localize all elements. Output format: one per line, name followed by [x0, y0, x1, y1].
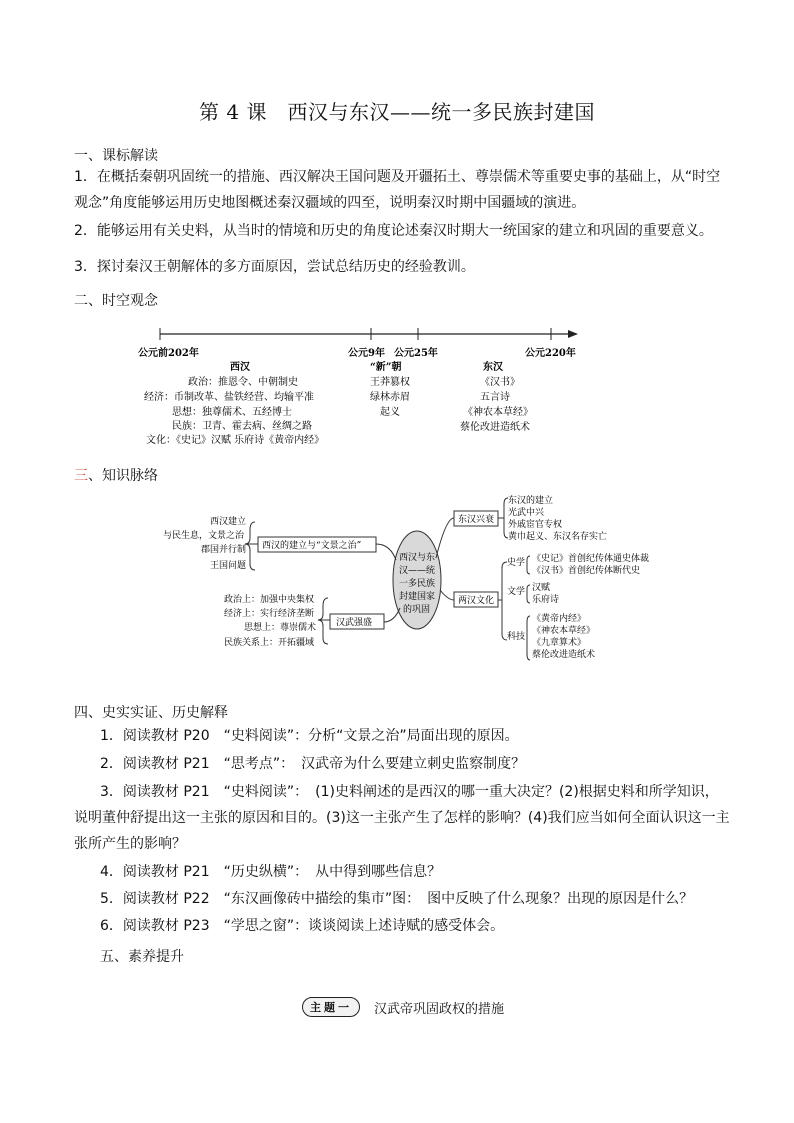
xihan-line-4: 民族：卫青、霍去病、丝绸之路 — [172, 421, 312, 432]
lb-item-2: 经济上：实行经济垄断 — [224, 609, 315, 619]
rb-group-label-1: 史学 — [507, 558, 526, 568]
s1-paragraph-1b: 观念”角度能够运用历史地图概述秦汉疆域的四至，说明秦汉时期中国疆域的演进。 — [74, 195, 586, 211]
box-xihan-jianli-label: 西汉的建立与“文景之治” — [262, 541, 362, 551]
center-line-2: 汉——统 — [399, 566, 436, 576]
rb-g1-item-2: 《汉书》首创纪传体断代史 — [532, 566, 641, 576]
rt-item-3: 外戚宦官专权 — [508, 520, 563, 530]
question-3b: 说明董仲舒提出这一主张的原因和目的。(3)这一主张产生了怎样的影响？(4)我们应当如何全面认识这一主 — [74, 810, 730, 826]
question-4: 4．阅读教材 P21 “历史纵横”： 从中得到哪些信息？ — [100, 864, 442, 880]
box-lianghan-wenhua-label: 两汉文化 — [458, 596, 495, 606]
xihan-line-3: 思想：独尊儒术、五经博士 — [172, 407, 292, 418]
rb-g3-item-1: 《黄帝内经》 — [532, 614, 587, 624]
xin-line-1: 王莽篡权 — [370, 377, 410, 388]
section-1-heading: 一、课标解读 — [74, 148, 158, 164]
center-line-1: 西汉与东 — [399, 553, 436, 563]
tick-label-1: 公元前202年 — [138, 348, 199, 359]
rt-item-4: 黄巾起义、东汉名存实亡 — [508, 532, 608, 542]
box-hanwu-label: 汉武强盛 — [336, 618, 373, 628]
xin-title: “新”朝 — [370, 362, 402, 373]
rb-g1-item-1: 《史记》首创纪传体通史体裁 — [532, 554, 650, 564]
donghan-title: 东汉 — [483, 362, 503, 373]
rt-item-2: 光武中兴 — [508, 508, 545, 518]
question-3c: 张所产生的影响？ — [74, 836, 186, 852]
question-6: 6．阅读教材 P23 “学思之窗”：谈谈阅读上述诗赋的感受体会。 — [100, 918, 505, 934]
rb-group-label-3: 科技 — [507, 632, 526, 642]
lt-item-1: 西汉建立 — [210, 517, 247, 527]
rb-g3-item-3: 《九章算术》 — [532, 638, 587, 648]
section-3-number: 三 — [74, 468, 88, 484]
section-2-heading: 二、时空观念 — [74, 293, 158, 309]
xin-line-2: 绿林赤眉 — [370, 392, 410, 403]
theme-badge: 主题一 — [302, 997, 360, 1017]
section-5-heading: 五、素养提升 — [100, 949, 184, 965]
center-line-4: 封建国家 — [399, 592, 436, 602]
section-3-heading — [74, 465, 158, 485]
donghan-line-2: 五言诗 — [480, 392, 510, 403]
lt-item-2: 与民生息，文景之治 — [163, 531, 245, 541]
xin-line-3: 起义 — [380, 407, 400, 418]
rb-g2-item-1: 汉赋 — [532, 583, 551, 593]
xihan-line-2: 经济：币制改革、盐铁经营、均输平准 — [144, 392, 314, 403]
lb-item-3: 思想上：尊崇儒术 — [244, 623, 317, 633]
rb-g2-item-2: 乐府诗 — [532, 595, 560, 605]
donghan-line-3: 《神农本草经》 — [463, 407, 533, 418]
lb-item-1: 政治上：加强中央集权 — [224, 595, 315, 605]
theme-header — [302, 996, 504, 1018]
lt-item-3: 郡国并行制 — [201, 545, 247, 555]
timeline-arrow — [568, 330, 578, 338]
xihan-title: 西汉 — [230, 362, 250, 373]
lt-item-4: 王国问题 — [210, 561, 247, 571]
tick-label-3: 公元25年 — [394, 348, 438, 359]
knowledge-mindmap — [150, 490, 670, 675]
section-3-label: 、知识脉络 — [88, 468, 158, 484]
rt-item-1: 东汉的建立 — [508, 496, 554, 506]
s1-paragraph-1a: 1．在概括秦朝巩固统一的措施、西汉解决王国问题及开疆拓土、尊崇儒术等重要史事的基础上，从“时空 — [74, 169, 721, 185]
s1-paragraph-2: 2．能够运用有关史料，从当时的情境和历史的角度论述秦汉时期大一统国家的建立和巩固的重要意义。 — [74, 223, 713, 239]
lb-item-4: 民族关系上：开拓疆域 — [224, 638, 315, 648]
center-line-5: 的巩固 — [403, 605, 431, 615]
section-4-heading: 四、史实实证、历史解释 — [74, 705, 228, 721]
center-line-3: 一多民族 — [399, 579, 436, 589]
question-3a: 3．阅读教材 P21 “史料阅读”： (1)史料阐述的是西汉的哪一重大决定？(2)根据史料和所学知识， — [100, 784, 719, 800]
donghan-line-1: 《汉书》 — [480, 377, 520, 388]
tick-label-2: 公元9年 — [348, 348, 385, 359]
question-5: 5．阅读教材 P22 “东汉画像砖中描绘的集市”图： 图中反映了什么现象？出现的原因是什么？ — [100, 891, 694, 907]
xihan-line-5: 文化：《史记》汉赋 乐府诗《黄帝内经》 — [146, 435, 325, 446]
question-1: 1．阅读教材 P20 “史料阅读”：分析“文景之治”局面出现的原因。 — [100, 728, 519, 744]
tick-label-4: 公元220年 — [525, 348, 576, 359]
rb-g3-item-4: 蔡伦改进造纸术 — [532, 650, 596, 660]
donghan-line-4: 蔡伦改进造纸术 — [460, 422, 530, 433]
box-donghan-label: 东汉兴衰 — [458, 515, 495, 525]
timeline-diagram — [130, 322, 600, 448]
rb-group-label-2: 文学 — [507, 587, 526, 597]
question-2: 2．阅读教材 P21 “思考点”： 汉武帝为什么要建立刺史监察制度？ — [100, 756, 526, 772]
xihan-line-1: 政治：推恩令、中朝制史 — [188, 377, 298, 388]
rb-g3-item-2: 《神农本草经》 — [532, 626, 596, 636]
page-title: 第 4 课 西汉与东汉——统一多民族封建国 — [199, 100, 595, 124]
theme-title: 汉武帝巩固政权的措施 — [374, 1001, 505, 1017]
s1-paragraph-3: 3．探讨秦汉王朝解体的多方面原因，尝试总结历史的经验教训。 — [74, 259, 475, 275]
